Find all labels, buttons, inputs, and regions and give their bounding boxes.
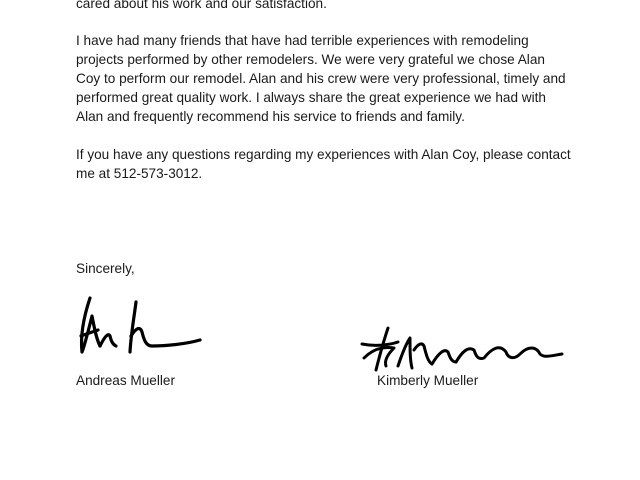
- letter-paragraph-recommendation: [76, 31, 566, 126]
- paragraph-line: performed great quality work. I always share the great experience we had with: [76, 90, 546, 105]
- paragraph-line: Alan and frequently recommend his service to friends and family.: [76, 109, 465, 124]
- signatory-name-andreas: Andreas Mueller: [76, 373, 175, 388]
- paragraph-line: Coy to perform our remodel. Alan and his crew were very professional, timely and: [76, 71, 566, 86]
- kimberly-signature-icon: [358, 324, 568, 374]
- letter-closing: [76, 259, 135, 278]
- andreas-signature-icon: [76, 292, 206, 358]
- letter-paragraph-continued: [76, 0, 327, 13]
- letter-paragraph-contact: [76, 145, 571, 183]
- paragraph-line: cared about his work and our satisfaction.: [76, 0, 327, 11]
- paragraph-line: projects performed by other remodelers. We were very grateful we chose Alan: [76, 52, 545, 67]
- closing-text: Sincerely,: [76, 261, 135, 276]
- paragraph-line: me at 512-573-3012.: [76, 166, 203, 181]
- paragraph-line: If you have any questions regarding my experiences with Alan Coy, please contact: [76, 147, 571, 162]
- paragraph-line: I have had many friends that have had terrible experiences with remodeling: [76, 33, 529, 48]
- signatory-name-kimberly: Kimberly Mueller: [377, 373, 479, 388]
